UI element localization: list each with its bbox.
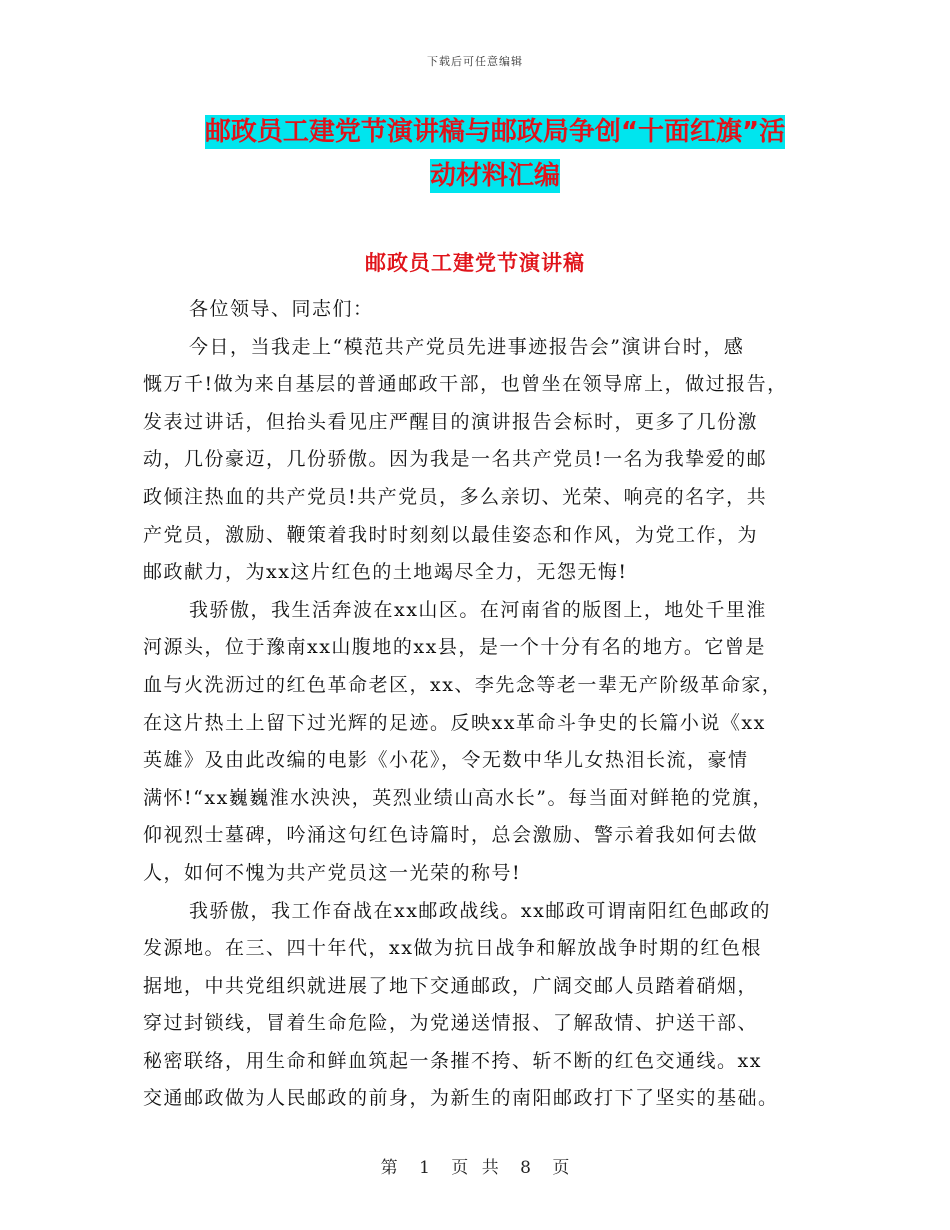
body-line: 动，几份豪迈，几份骄傲。因为我是一名共产党员!一名为我挚爱的邮 [143,448,768,471]
footer-suffix: 页 [552,1158,570,1178]
footer-total-pages: 8 [520,1158,531,1178]
body-line: 满怀!“xx巍巍淮水泱泱，英烈业绩山高水长”。每当面对鲜艳的党旗， [143,786,773,809]
document-title [180,110,810,198]
body-line: 交通邮政做为人民邮政的前身，为新生的南阳邮政打下了坚实的基础。 [143,1087,779,1110]
body-line: 发表过讲话，但抬头看见庄严醒目的演讲报告会标时，更多了几份激 [143,410,759,433]
body-line: 各位领导、同志们： [189,298,374,320]
body-line: 今日，当我走上“模范共产党员先进事迹报告会”演讲台时，感 [189,335,745,358]
body-line: 仰视烈士墓碑，吟涌这句红色诗篇时，总会激励、警示着我如何去做 [143,824,759,847]
page-header-note: 下载后可任意编辑 [427,55,523,68]
body-line: 政倾注热血的共产党员!共产党员，多么亲切、光荣、响亮的名字，共 [143,485,768,508]
footer-prefix: 第 [380,1158,398,1178]
footer-current-page: 1 [419,1158,430,1178]
footer-middle: 页 共 [451,1158,499,1178]
body-line: 据地，中共党组织就进展了地下交通邮政，广阔交邮人员踏着硝烟， [143,974,759,997]
body-line: 在这片热土上留下过光辉的足迹。反映xx革命斗争史的长篇小说《xx [143,711,766,734]
body-line: 人，如何不愧为共产党员这一光荣的称号! [143,861,522,884]
section-title: 邮政员工建党节演讲稿 [365,251,585,275]
body-line: 英雄》及由此改编的电影《小花》，令无数中华儿女热泪长流，豪情 [143,749,749,772]
body-line: 我骄傲，我工作奋战在xx邮政战线。xx邮政可谓南阳红色邮政的 [189,899,771,922]
title-line-2: 动材料汇编 [429,161,560,191]
body-line: 慨万千!做为来自基层的普通邮政干部，也曾坐在领导席上，做过报告， [143,373,788,396]
speech-body [143,291,823,1118]
body-line: 我骄傲，我生活奔波在xx山区。在河南省的版图上，地处千里淮 [189,598,767,621]
body-line: 穿过封锁线，冒着生命危险，为党递送情报、了解敌情、护送干部、 [143,1012,759,1035]
body-line: 秘密联络，用生命和鲜血筑起一条摧不挎、斩不断的红色交通线。xx [143,1049,762,1072]
body-line: 发源地。在三、四十年代，xx做为抗日战争和解放战争时期的红色根 [143,937,762,960]
body-line: 血与火洗沥过的红色革命老区，xx、李先念等老一辈无产阶级革命家， [143,673,783,696]
body-line: 产党员，激励、鞭策着我时时刻刻以最佳姿态和作风，为党工作，为 [143,523,759,546]
body-line: 河源头，位于豫南xx山腹地的xx县，是一个十分有名的地方。它曾是 [143,636,766,659]
title-line-1: 邮政员工建党节演讲稿与邮政局争创“十面红旗”活 [204,117,786,147]
body-line: 邮政献力，为xx这片红色的土地竭尽全力，无怨无悔! [143,561,628,584]
page-footer [0,1153,950,1178]
